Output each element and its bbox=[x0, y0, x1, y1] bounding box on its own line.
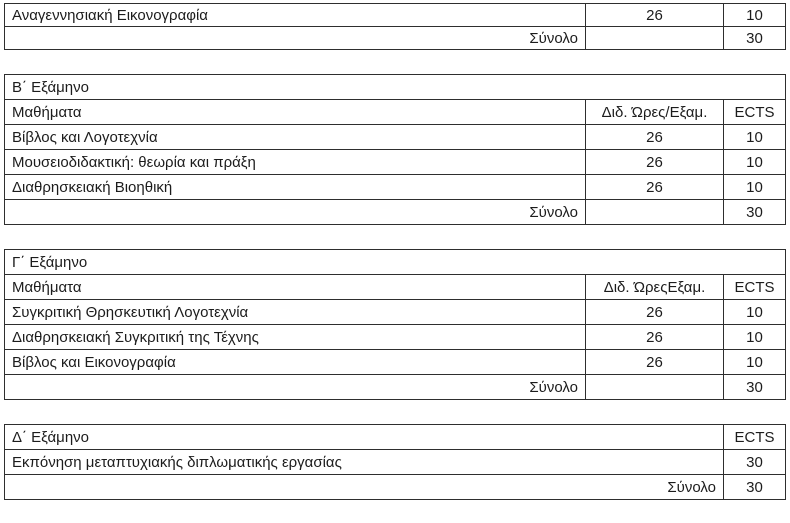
hours-cell: 26 bbox=[586, 175, 724, 200]
course-name-cell: Αναγεννησιακή Εικονογραφία bbox=[5, 4, 586, 27]
semester-title-cell: Β΄ Εξάμηνο bbox=[5, 75, 786, 100]
course-name-cell: Διαθρησκειακή Συγκριτική της Τέχνης bbox=[5, 325, 586, 350]
semester-title-cell: Δ΄ Εξάμηνο bbox=[5, 425, 724, 450]
hours-cell: 26 bbox=[586, 350, 724, 375]
total-hours-cell bbox=[586, 375, 724, 400]
course-row bbox=[5, 150, 786, 175]
total-label-cell: Σύνολο bbox=[5, 375, 586, 400]
courses-header-cell: Μαθήματα bbox=[5, 275, 586, 300]
semester-d-table bbox=[4, 424, 786, 500]
course-name-cell: Εκπόνηση μεταπτυχιακής διπλωματικής εργασίας bbox=[5, 450, 724, 475]
hours-cell: 26 bbox=[586, 4, 724, 27]
course-row bbox=[5, 325, 786, 350]
total-ects-cell: 30 bbox=[724, 27, 786, 50]
hours-cell: 26 bbox=[586, 300, 724, 325]
ects-cell: 30 bbox=[724, 450, 786, 475]
course-name-cell: Βίβλος και Εικονογραφία bbox=[5, 350, 586, 375]
total-row bbox=[5, 200, 786, 225]
ects-cell: 10 bbox=[724, 175, 786, 200]
course-row bbox=[5, 125, 786, 150]
ects-cell: 10 bbox=[724, 350, 786, 375]
total-label-cell: Σύνολο bbox=[5, 200, 586, 225]
total-ects-cell: 30 bbox=[724, 200, 786, 225]
course-name-cell: Βίβλος και Λογοτεχνία bbox=[5, 125, 586, 150]
hours-cell: 26 bbox=[586, 325, 724, 350]
total-hours-cell bbox=[586, 200, 724, 225]
course-row bbox=[5, 350, 786, 375]
total-hours-cell bbox=[586, 27, 724, 50]
courses-header-cell: Μαθήματα bbox=[5, 100, 586, 125]
ects-header-cell: ECTS bbox=[724, 100, 786, 125]
header-row bbox=[5, 100, 786, 125]
semester-title-cell: Γ΄ Εξάμηνο bbox=[5, 250, 786, 275]
semester-title-row bbox=[5, 75, 786, 100]
ects-header-cell: ECTS bbox=[724, 425, 786, 450]
total-label-cell: Σύνολο bbox=[5, 475, 724, 500]
course-row bbox=[5, 175, 786, 200]
semester-c-table bbox=[4, 249, 786, 400]
ects-cell: 10 bbox=[724, 125, 786, 150]
hours-header-cell: Διδ. ΏρεςΕξαμ. bbox=[586, 275, 724, 300]
header-row bbox=[5, 275, 786, 300]
hours-cell: 26 bbox=[586, 125, 724, 150]
course-row bbox=[5, 4, 786, 27]
course-name-cell: Συγκριτική Θρησκευτική Λογοτεχνία bbox=[5, 300, 586, 325]
semester-b-table bbox=[4, 74, 786, 225]
ects-header-cell: ECTS bbox=[724, 275, 786, 300]
course-name-cell: Διαθρησκειακή Βιοηθική bbox=[5, 175, 586, 200]
course-name-cell: Μουσειοδιδακτική: θεωρία και πράξη bbox=[5, 150, 586, 175]
ects-cell: 10 bbox=[724, 325, 786, 350]
ects-cell: 10 bbox=[724, 4, 786, 27]
total-row bbox=[5, 375, 786, 400]
ects-cell: 10 bbox=[724, 150, 786, 175]
course-row bbox=[5, 450, 786, 475]
semester-a-table-continuation bbox=[4, 3, 786, 50]
hours-header-cell: Διδ. Ώρες/Εξαμ. bbox=[586, 100, 724, 125]
ects-cell: 10 bbox=[724, 300, 786, 325]
course-row bbox=[5, 300, 786, 325]
total-ects-cell: 30 bbox=[724, 475, 786, 500]
semester-title-row bbox=[5, 425, 786, 450]
hours-cell: 26 bbox=[586, 150, 724, 175]
total-label-cell: Σύνολο bbox=[5, 27, 586, 50]
total-row bbox=[5, 475, 786, 500]
total-row bbox=[5, 27, 786, 50]
semester-title-row bbox=[5, 250, 786, 275]
total-ects-cell: 30 bbox=[724, 375, 786, 400]
